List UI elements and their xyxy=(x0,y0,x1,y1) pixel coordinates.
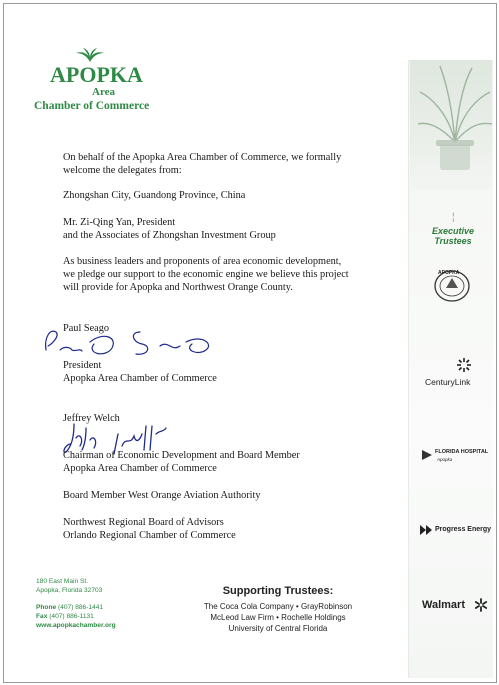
footer-address xyxy=(36,577,116,630)
logo-area: Area xyxy=(92,86,116,98)
pledge-line-1: As business leaders and proponents of area economic development, xyxy=(63,256,342,267)
supporting-line-2: McLeod Law Firm • Rochelle Holdings xyxy=(210,613,346,622)
delegate-line-2: and the Associates of Zhongshan Investment Group xyxy=(63,230,276,241)
florida-hospital-icon xyxy=(421,448,433,462)
signature-seago xyxy=(42,320,217,362)
signer-1-name: Paul Seago xyxy=(63,323,110,334)
signer-2-name: Jeffrey Welch xyxy=(63,413,120,424)
delegation-city: Zhongshan City, Guandong Province, China xyxy=(63,190,246,201)
supporting-line-3: University of Central Florida xyxy=(228,624,328,633)
walmart-spark-icon xyxy=(474,598,488,612)
signer-1-title-1: President xyxy=(63,360,102,371)
phone-line: Phone (407) 886-1441 xyxy=(36,604,104,611)
intro-line-1: On behalf of the Apopka Area Chamber of Commerce, we formally xyxy=(63,152,342,163)
pledge-line-3: will provide for Apopka and Northwest Orange County. xyxy=(63,282,293,293)
logo-chamber: Chamber of Commerce xyxy=(34,100,150,112)
florida-hospital-sublabel: Apopka xyxy=(437,457,453,462)
florida-hospital-label: FLORIDA HOSPITAL xyxy=(435,449,489,455)
fax-line: Fax (407) 886-1131 xyxy=(36,613,94,620)
signer-2-title-5: Orlando Regional Chamber of Commerce xyxy=(63,530,236,541)
logo-apopka: APOPKA xyxy=(50,62,143,87)
signer-2-title-2: Apopka Area Chamber of Commerce xyxy=(63,463,217,474)
signer-2-title-4: Northwest Regional Board of Advisors xyxy=(63,517,224,528)
seal-label: APOPKA xyxy=(438,270,460,276)
plant-icon xyxy=(418,62,492,182)
centurylink-label: CenturyLink xyxy=(425,377,471,387)
centurylink-icon xyxy=(456,357,472,373)
progress-energy-label: Progress Energy xyxy=(435,526,492,533)
signer-2-title-1: Chairman of Economic Development and Board Member xyxy=(63,450,300,461)
intro-line-2: welcome the delegates from: xyxy=(63,165,182,176)
website-link[interactable]: www.apopkachamber.org xyxy=(36,622,116,629)
executive-trustees-title: Executive Trustees xyxy=(431,226,475,246)
address-line-2: Apopka, Florida 32703 xyxy=(36,587,103,594)
progress-energy-icon xyxy=(419,524,433,536)
walmart-label: Walmart xyxy=(422,599,465,611)
supporting-line-1: The Coca Cola Company • GrayRobinson xyxy=(203,602,353,611)
strip-mark: ¦ xyxy=(452,212,455,223)
delegate-line-1: Mr. Zi-Qing Yan, President xyxy=(63,217,176,228)
pledge-line-2: we pledge our support to the economic engine we believe this project xyxy=(63,269,349,280)
address-line-1: 180 East Main St. xyxy=(36,578,89,585)
supporting-trustees-title: Supporting Trustees: xyxy=(222,585,334,597)
signer-2-title-3: Board Member West Orange Aviation Authority xyxy=(63,490,261,501)
signer-1-title-2: Apopka Area Chamber of Commerce xyxy=(63,373,217,384)
chamber-logo xyxy=(28,48,158,118)
